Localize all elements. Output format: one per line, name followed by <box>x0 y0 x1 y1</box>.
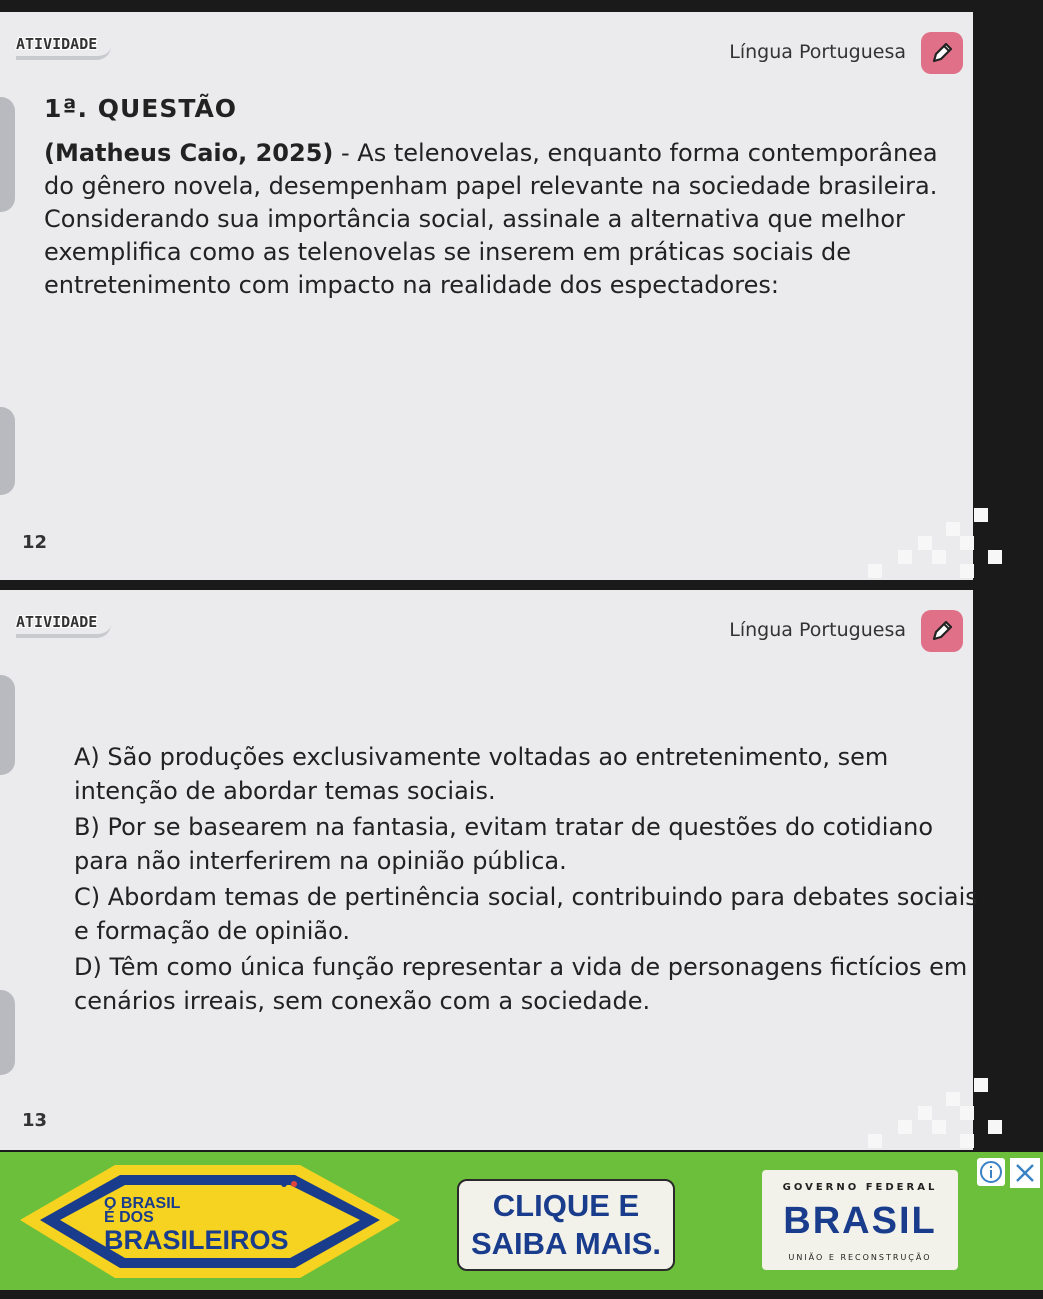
slide-13 <box>0 590 1008 1150</box>
ad-cta-line2: SAIBA MAIS. <box>470 1226 662 1261</box>
answer-options <box>74 740 979 1020</box>
activity-badge: ATIVIDADE <box>16 610 111 638</box>
ad-cta-button[interactable] <box>457 1179 675 1271</box>
top-bar <box>0 0 1043 12</box>
ad-slogan-line3: BRASILEIROS <box>104 1225 289 1255</box>
pencil-icon <box>921 610 963 652</box>
question-source: (Matheus Caio, 2025) <box>44 139 334 167</box>
question-title: 1ª. QUESTÃO <box>44 94 238 123</box>
ad-slogan-line1: O BRASIL <box>104 1195 181 1212</box>
left-accent-bar <box>0 675 15 775</box>
subject-label: Língua Portuguesa <box>729 41 906 63</box>
bottom-bar <box>0 1290 1043 1299</box>
ad-banner[interactable] <box>0 1152 1043 1290</box>
pixel-decoration <box>808 480 1008 580</box>
page-number: 12 <box>22 532 48 553</box>
option-d[interactable]: D) Têm como única função representar a vida de personagens fictícios em cenários irreais, sem conexão com a sociedade. <box>74 953 968 1015</box>
gov-logo <box>762 1170 958 1270</box>
left-accent-bar <box>0 990 15 1075</box>
left-accent-bar <box>0 407 15 495</box>
ad-cta-line1: CLIQUE E <box>492 1188 640 1223</box>
option-c[interactable]: C) Abordam temas de pertinência social, contribuindo para debates sociais e formação de opinião. <box>74 883 978 945</box>
ad-slogan-line2: É DOS <box>104 1209 154 1226</box>
option-b[interactable]: B) Por se basearem na fantasia, evitam tratar de questões do cotidiano para não interferirem na opinião pública. <box>74 813 934 875</box>
subject-label: Língua Portuguesa <box>729 619 906 641</box>
gov-label: GOVERNO FEDERAL <box>782 1182 938 1193</box>
question-body: - As telenovelas, enquanto forma contemporânea do gênero novela, desempenham papel relevante na sociedade brasileira. Considerando sua importância social, assinale a alternativa que melhor exemplifica como as telenovelas se inserem em práticas sociais de entretenimento com impacto na realidade dos espectadores: <box>44 139 938 299</box>
info-icon[interactable] <box>977 1158 1005 1186</box>
option-a[interactable]: A) São produções exclusivamente voltadas ao entretenimento, sem intenção de abordar temas sociais. <box>74 743 889 805</box>
close-icon[interactable] <box>1010 1158 1040 1188</box>
question-text <box>44 137 969 302</box>
left-accent-bar <box>0 97 15 212</box>
brand-wordmark: BRASIL <box>783 1200 937 1242</box>
page-number: 13 <box>22 1110 48 1131</box>
ad-slogan <box>104 1197 289 1255</box>
activity-badge: ATIVIDADE <box>16 32 111 60</box>
slide-12 <box>0 12 1008 580</box>
pixel-decoration <box>808 1050 1008 1150</box>
gov-tagline: UNIÃO E RECONSTRUÇÃO <box>788 1253 932 1262</box>
pencil-icon <box>921 32 963 74</box>
